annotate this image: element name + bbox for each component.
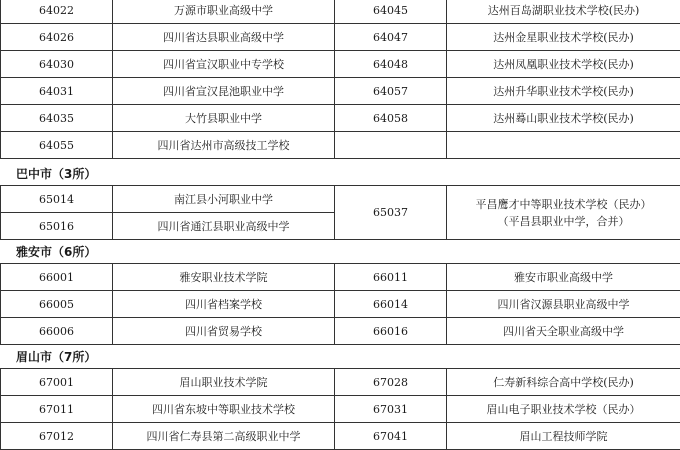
school-name: 四川省仁寿县第二高级职业中学 bbox=[113, 423, 335, 450]
school-name-note: （平昌县职业中学，合并） bbox=[447, 213, 680, 230]
school-code: 64035 bbox=[1, 105, 113, 132]
table-row bbox=[1, 369, 680, 396]
school-code: 67028 bbox=[335, 369, 447, 396]
school-name: 四川省达州市高级技工学校 bbox=[113, 132, 335, 159]
school-code: 64030 bbox=[1, 51, 113, 78]
table-row bbox=[1, 186, 680, 213]
school-code: 67012 bbox=[1, 423, 113, 450]
school-name bbox=[447, 132, 680, 159]
yaan-school-table bbox=[0, 263, 680, 345]
school-name: 雅安职业技术学院 bbox=[113, 264, 335, 291]
school-name: 达州凤凰职业技术学校(民办) bbox=[447, 51, 680, 78]
school-code: 66014 bbox=[335, 291, 447, 318]
school-name: 仁寿新科综合高中学校(民办) bbox=[447, 369, 680, 396]
school-code: 66016 bbox=[335, 318, 447, 345]
school-name: 达州百岛湖职业技术学校(民办) bbox=[447, 0, 680, 24]
school-name: 四川省宣汉昆池职业中学 bbox=[113, 78, 335, 105]
school-code: 67001 bbox=[1, 369, 113, 396]
table-row bbox=[1, 51, 680, 78]
school-name-merged bbox=[447, 186, 680, 240]
school-name: 眉山电子职业技术学校（民办） bbox=[447, 396, 680, 423]
school-code: 64057 bbox=[335, 78, 447, 105]
school-name: 四川省汉源县职业高级中学 bbox=[447, 291, 680, 318]
school-name: 四川省宣汉职业中专学校 bbox=[113, 51, 335, 78]
school-name: 达州蓦山职业技术学校(民办) bbox=[447, 105, 680, 132]
school-name: 四川省达县职业高级中学 bbox=[113, 24, 335, 51]
section-title-meishan: 眉山市（7所） bbox=[16, 348, 96, 365]
section-title-bazhong: 巴中市（3所） bbox=[16, 165, 96, 182]
school-code: 64031 bbox=[1, 78, 113, 105]
section-title-yaan: 雅安市（6所） bbox=[16, 243, 96, 260]
meishan-school-table bbox=[0, 368, 680, 450]
school-code: 64022 bbox=[1, 0, 113, 24]
table-row bbox=[1, 318, 680, 345]
table-row bbox=[1, 396, 680, 423]
school-name-line: 平昌鹰才中等职业技术学校（民办） bbox=[447, 196, 680, 213]
school-code: 65037 bbox=[335, 186, 447, 240]
table-row bbox=[1, 0, 680, 24]
school-code: 67031 bbox=[335, 396, 447, 423]
school-code: 66005 bbox=[1, 291, 113, 318]
school-name: 四川省通江县职业高级中学 bbox=[113, 213, 335, 240]
school-name: 四川省贸易学校 bbox=[113, 318, 335, 345]
school-code: 64055 bbox=[1, 132, 113, 159]
school-name: 四川省档案学校 bbox=[113, 291, 335, 318]
dazhou-school-table bbox=[0, 0, 680, 159]
school-code: 66001 bbox=[1, 264, 113, 291]
school-code: 64058 bbox=[335, 105, 447, 132]
school-code: 67011 bbox=[1, 396, 113, 423]
table-row bbox=[1, 105, 680, 132]
school-name: 大竹县职业中学 bbox=[113, 105, 335, 132]
school-code: 66011 bbox=[335, 264, 447, 291]
school-name: 眉山工程技师学院 bbox=[447, 423, 680, 450]
table-row bbox=[1, 423, 680, 450]
school-code: 66006 bbox=[1, 318, 113, 345]
school-code: 64045 bbox=[335, 0, 447, 24]
school-name: 四川省天全职业高级中学 bbox=[447, 318, 680, 345]
table-row bbox=[1, 24, 680, 51]
table-row bbox=[1, 78, 680, 105]
table-row bbox=[1, 132, 680, 159]
table-row bbox=[1, 291, 680, 318]
school-name: 眉山职业技术学院 bbox=[113, 369, 335, 396]
school-code: 65016 bbox=[1, 213, 113, 240]
school-name: 雅安市职业高级中学 bbox=[447, 264, 680, 291]
school-code: 64047 bbox=[335, 24, 447, 51]
school-code: 67041 bbox=[335, 423, 447, 450]
school-name: 万源市职业高级中学 bbox=[113, 0, 335, 24]
school-name: 南江县小河职业中学 bbox=[113, 186, 335, 213]
bazhong-school-table bbox=[0, 185, 680, 240]
school-name: 达州升华职业技术学校(民办) bbox=[447, 78, 680, 105]
school-code: 64048 bbox=[335, 51, 447, 78]
school-code: 64026 bbox=[1, 24, 113, 51]
school-code bbox=[335, 132, 447, 159]
school-name: 四川省东坡中等职业技术学校 bbox=[113, 396, 335, 423]
school-code: 65014 bbox=[1, 186, 113, 213]
table-row bbox=[1, 264, 680, 291]
school-name: 达州金星职业技术学校(民办) bbox=[447, 24, 680, 51]
